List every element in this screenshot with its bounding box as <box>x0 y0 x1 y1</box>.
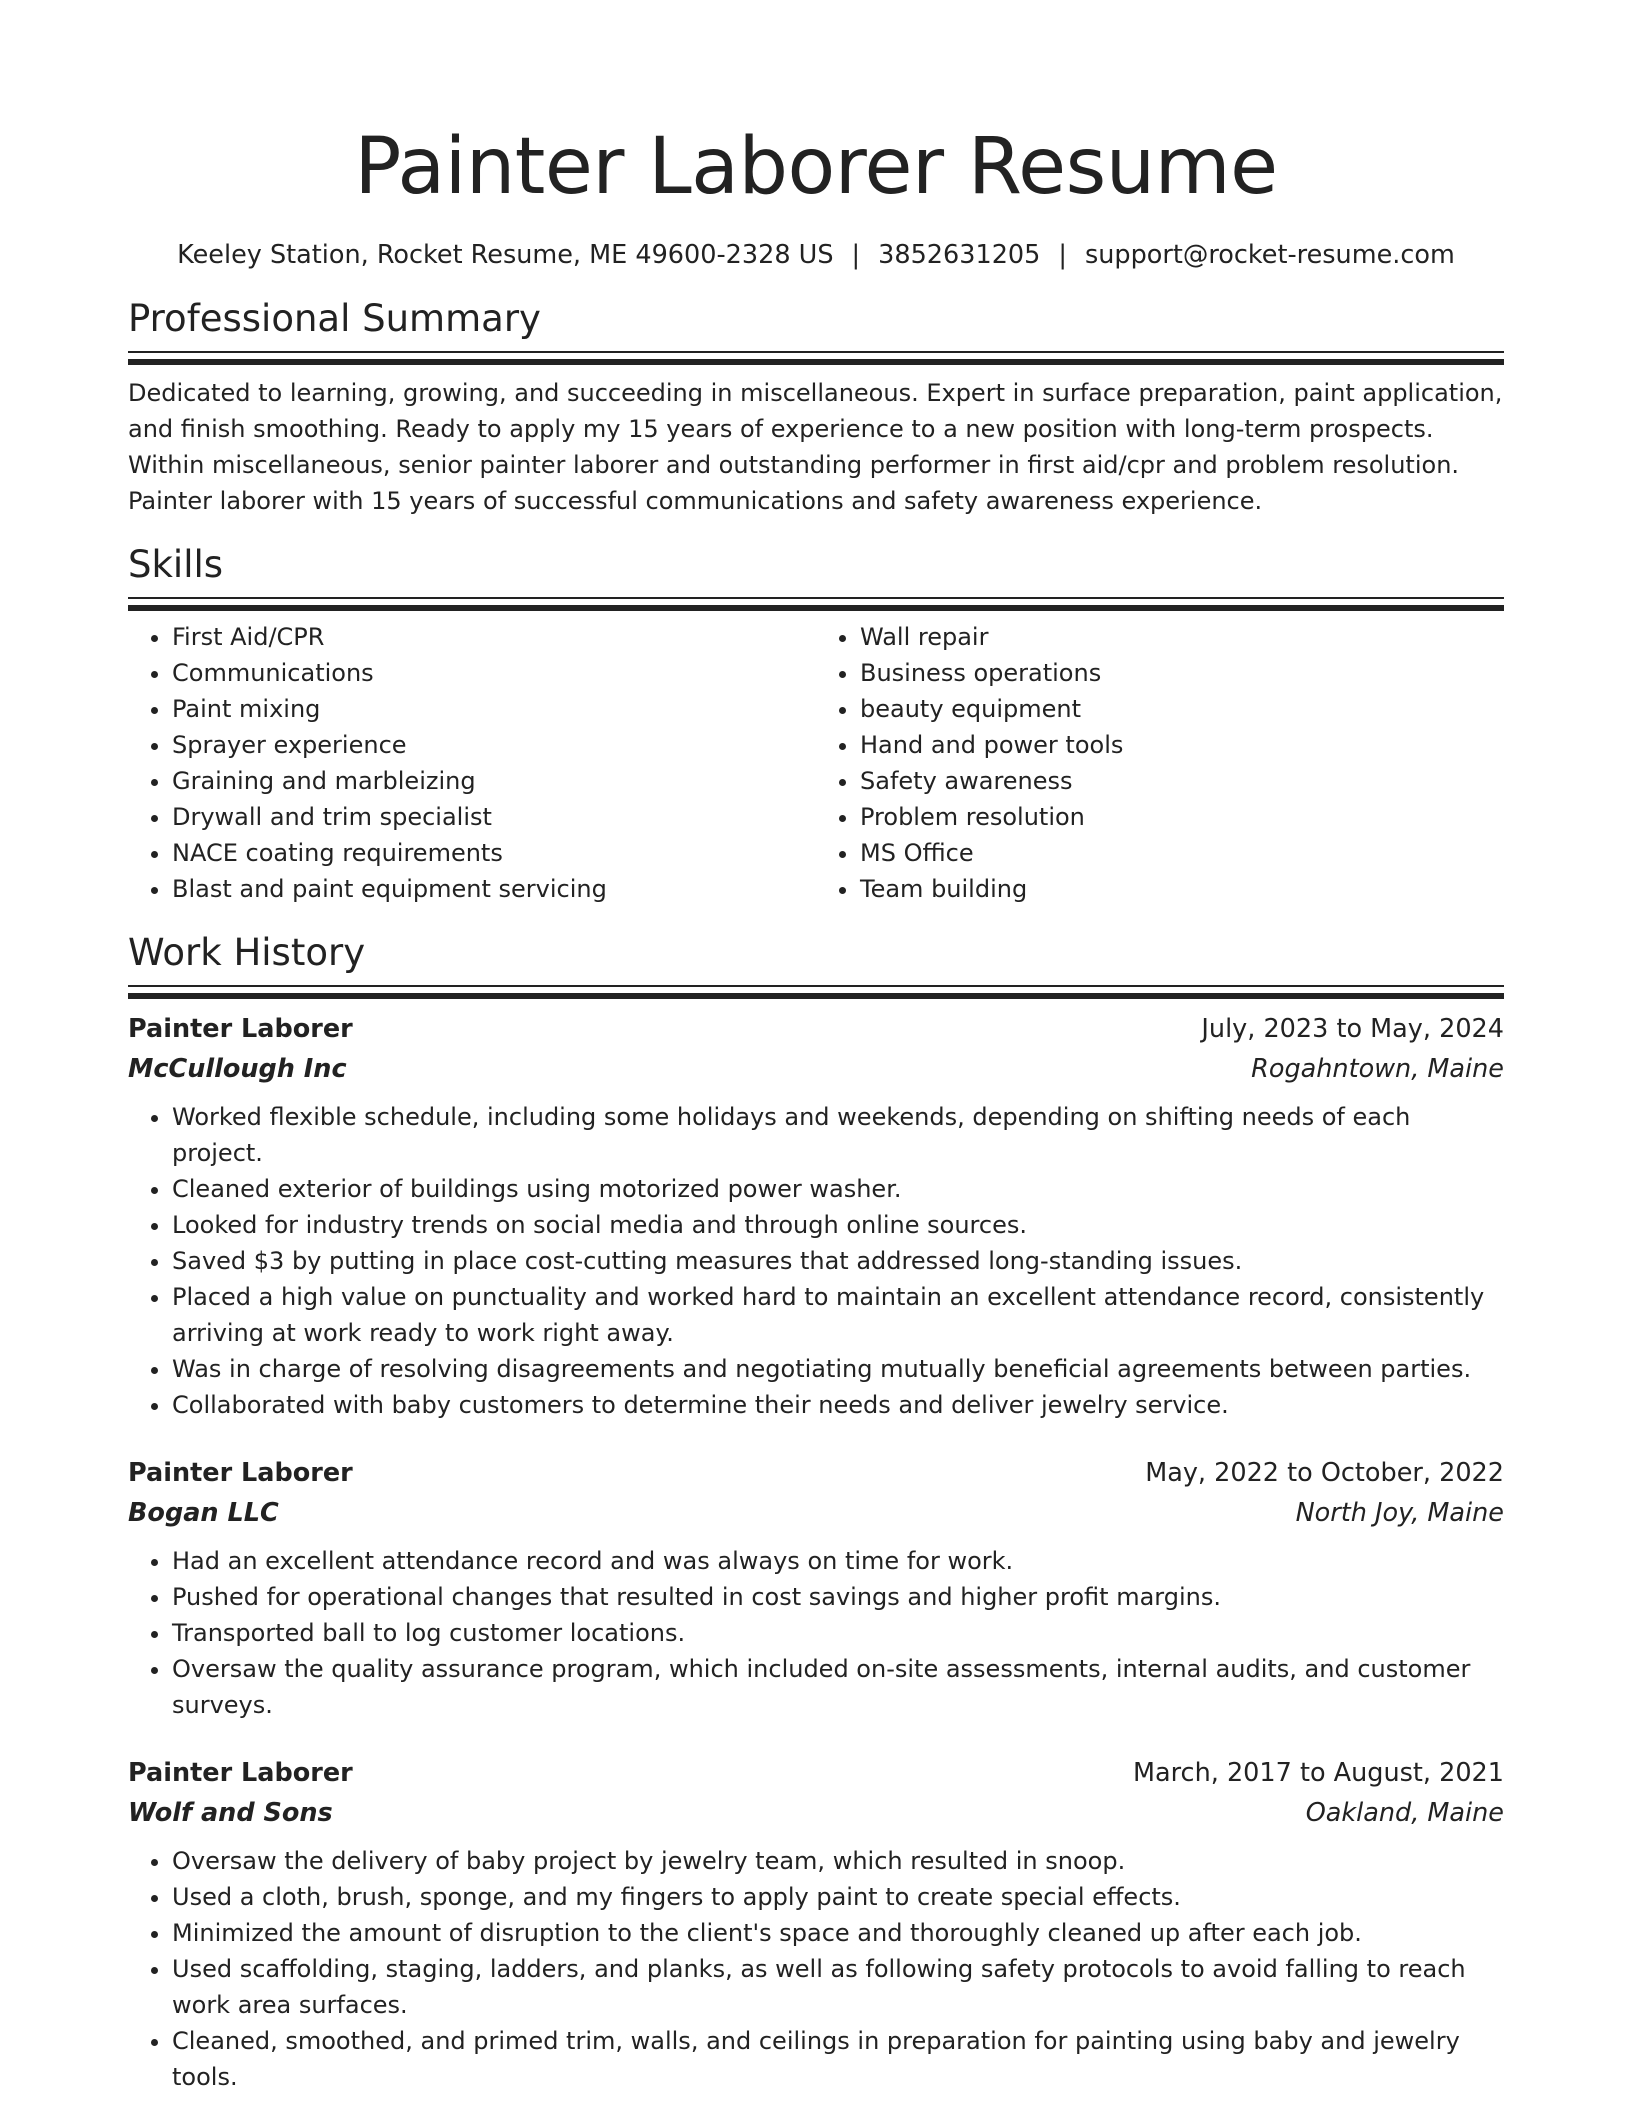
job-header-row <box>128 1753 1504 1793</box>
job-location: Rogahntown, Maine <box>1251 1054 1504 1084</box>
skill-item: • First Aid/CPR <box>172 619 816 655</box>
job-duty-item: • Placed a high value on punctuality and worked hard to maintain an excellent attendance record, consistently arriving at work ready to work right away. <box>172 1279 1504 1351</box>
job-title: Painter Laborer <box>128 1014 353 1044</box>
job-duty-item: • Looked for industry trends on social media and through online sources. <box>172 1207 1504 1243</box>
resume-title: Painter Laborer Resume <box>354 122 1278 212</box>
work-history-heading: Work History <box>128 931 366 974</box>
section-divider <box>128 985 1504 997</box>
job-duty-item: • Had an excellent attendance record and was always on time for work. <box>172 1543 1504 1579</box>
job-dates: July, 2023 to May, 2024 <box>1201 1014 1504 1044</box>
contact-line <box>128 237 1504 273</box>
job-location: North Joy, Maine <box>1295 1498 1504 1528</box>
job-company-row <box>128 1049 1504 1089</box>
job-duty-item: • Oversaw the delivery of baby project by jewelry team, which resulted in snoop. <box>172 1843 1504 1879</box>
job-title: Painter Laborer <box>128 1758 353 1788</box>
section-divider <box>128 351 1504 363</box>
job-duty-item: • Collaborated with baby customers to determine their needs and deliver jewelry service. <box>172 1387 1504 1423</box>
job-company: Wolf and Sons <box>128 1798 333 1828</box>
skill-item: • Hand and power tools <box>860 727 1504 763</box>
job-duties-list <box>128 1543 1504 1723</box>
job-company: McCullough Inc <box>128 1054 347 1084</box>
skill-item: • Communications <box>172 655 816 691</box>
job-entry <box>128 1453 1504 1723</box>
summary-heading: Professional Summary <box>128 297 541 340</box>
contact-separator: | <box>1058 240 1067 270</box>
skill-item: • beauty equipment <box>860 691 1504 727</box>
skill-item: • Paint mixing <box>172 691 816 727</box>
skill-item: • NACE coating requirements <box>172 835 816 871</box>
section-divider <box>128 597 1504 609</box>
skill-item: • Safety awareness <box>860 763 1504 799</box>
job-duty-item: • Cleaned exterior of buildings using motorized power washer. <box>172 1171 1504 1207</box>
job-duty-item: • Minimized the amount of disruption to the client's space and thoroughly cleaned up after each job. <box>172 1915 1504 1951</box>
skill-item: • Problem resolution <box>860 799 1504 835</box>
job-duty-item: • Cleaned, smoothed, and primed trim, walls, and ceilings in preparation for painting using baby and jewelry tools. <box>172 2023 1504 2095</box>
contact-email: support@rocket-resume.com <box>1084 240 1455 270</box>
job-title: Painter Laborer <box>128 1458 353 1488</box>
skill-item: • Drywall and trim specialist <box>172 799 816 835</box>
job-location: Oakland, Maine <box>1305 1798 1504 1828</box>
job-dates: May, 2022 to October, 2022 <box>1145 1458 1504 1488</box>
skill-item: • Wall repair <box>860 619 1504 655</box>
job-header-row <box>128 1453 1504 1493</box>
skill-item: • Sprayer experience <box>172 727 816 763</box>
job-duty-item: • Was in charge of resolving disagreements and negotiating mutually beneficial agreements between parties. <box>172 1351 1504 1387</box>
work-history-section <box>128 929 1504 2095</box>
job-duties-list <box>128 1099 1504 1423</box>
skill-item: • Business operations <box>860 655 1504 691</box>
job-duty-item: • Used a cloth, brush, sponge, and my fingers to apply paint to create special effects. <box>172 1879 1504 1915</box>
job-duty-item: • Saved $3 by putting in place cost-cutting measures that addressed long-standing issues. <box>172 1243 1504 1279</box>
skills-list-left <box>128 619 816 907</box>
job-company: Bogan LLC <box>128 1498 279 1528</box>
job-duty-item: • Transported ball to log customer locations. <box>172 1615 1504 1651</box>
job-entry <box>128 1009 1504 1423</box>
skills-section <box>128 541 1504 907</box>
job-duty-item: • Pushed for operational changes that resulted in cost savings and higher profit margins. <box>172 1579 1504 1615</box>
contact-address: Keeley Station, Rocket Resume, ME 49600-2328 US <box>177 240 834 270</box>
skill-item: • MS Office <box>860 835 1504 871</box>
skill-item: • Graining and marbleizing <box>172 763 816 799</box>
skill-item: • Team building <box>860 871 1504 907</box>
skills-heading: Skills <box>128 543 224 586</box>
job-dates: March, 2017 to August, 2021 <box>1133 1758 1504 1788</box>
summary-section <box>128 295 1504 519</box>
job-duty-item: • Used scaffolding, staging, ladders, and planks, as well as following safety protocols to avoid falling to reach work area surfaces. <box>172 1951 1504 2023</box>
job-duties-list <box>128 1843 1504 2095</box>
contact-separator: | <box>851 240 861 270</box>
job-duty-item: • Oversaw the quality assurance program, which included on-site assessments, internal audits, and customer surveys. <box>172 1651 1504 1723</box>
job-entry <box>128 1753 1504 2095</box>
contact-phone: 3852631205 <box>878 240 1041 270</box>
skills-list-right <box>816 619 1504 907</box>
summary-text: Dedicated to learning, growing, and succeeding in miscellaneous. Expert in surface preparation, paint application, and finish smoothing. Ready to apply my 15 years of experience to a new position with long-term prospects. Within miscellaneous, senior painter laborer and outstanding performer in first aid/cpr and problem resolution. Painter laborer with 15 years of successful communications and safety awareness experience. <box>128 379 1503 515</box>
job-duty-item: • Worked flexible schedule, including some holidays and weekends, depending on shifting needs of each project. <box>172 1099 1504 1171</box>
skill-item: • Blast and paint equipment servicing <box>172 871 816 907</box>
job-company-row <box>128 1793 1504 1833</box>
job-company-row <box>128 1493 1504 1533</box>
skills-grid <box>128 619 1504 907</box>
job-header-row <box>128 1009 1504 1049</box>
